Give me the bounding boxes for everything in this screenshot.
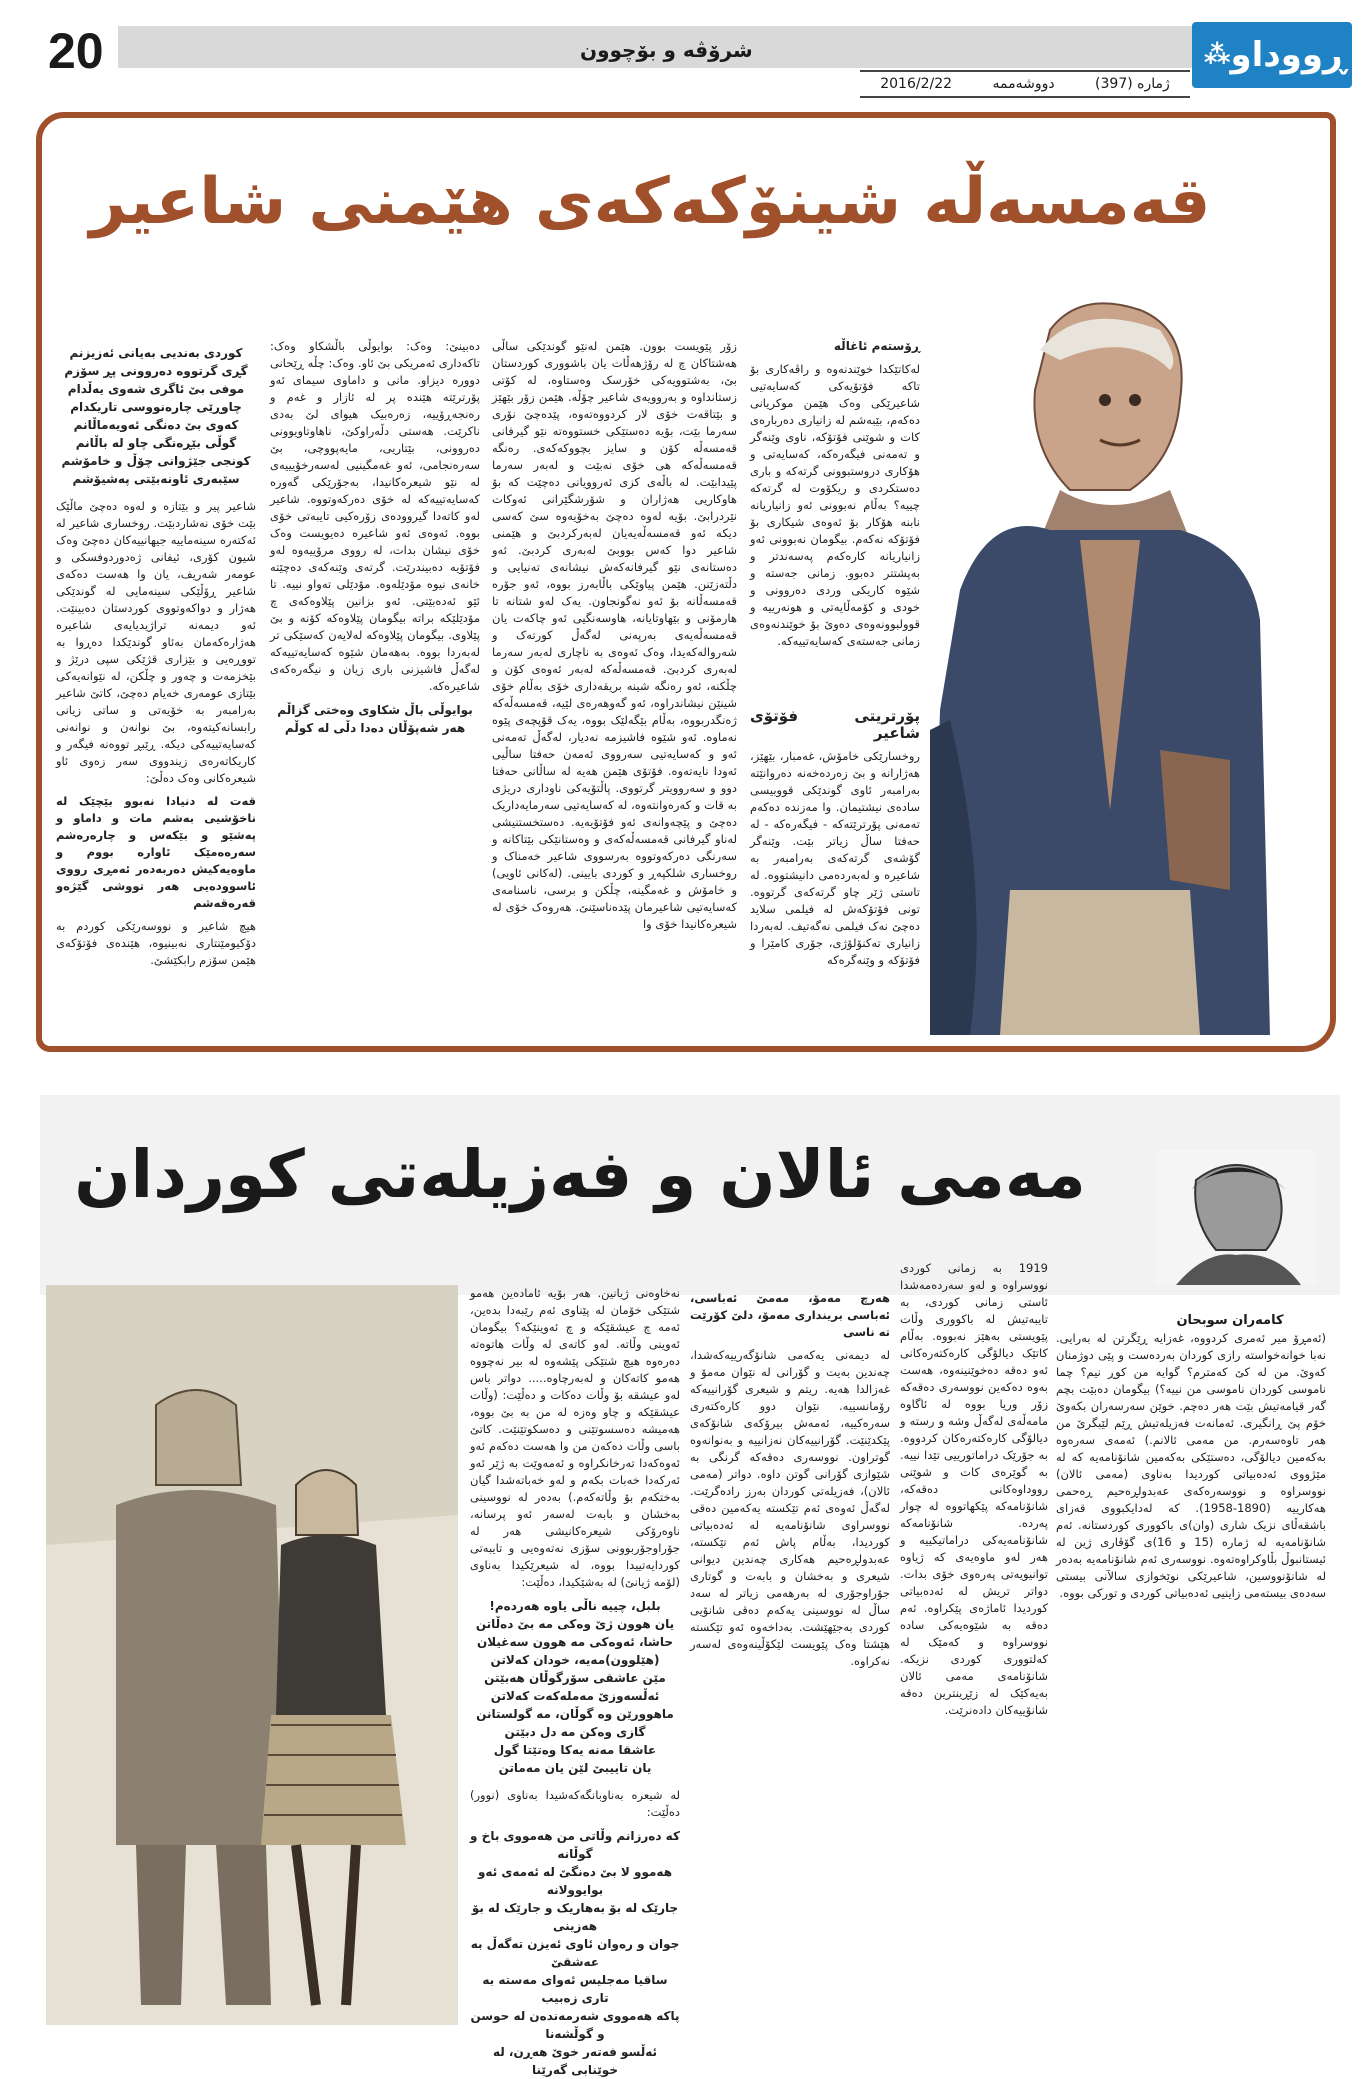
verse-line: یان هوون ژێ وەکی مە بێ دەڵاتن (475, 1617, 675, 1631)
article2-col4 (470, 1285, 680, 2077)
article2-col1-text: (ئەمڕۆ میر ئەمری کردووە، غەزایە ڕێگرتن لە بەرایی. نەبا خوانەخواستە رازی کوردان بەردەست و پێی دوژمنان کەوێ. من لە کێ کەمترم؟ گوایە من کوڕ نیم؟ چما ناموسی کوردان ناموسی من نییە؟) بیگومان دەبێت بچم گەر قیامەتیش بێت هەر دەچم. خوێن سەرسەران بکەوێ خۆم پێ ڕانگیری. ئەمانەت فەزیلەتیش ڕێم لێبگرێ من هەر تاوەسەرم. من مەمی ئالانم.) ئەمەی سەرەوە بەکەمین دیالۆگی، دەستێکی بەکەمین شانۆنامەیە کە لە مێژووی ئەدەبیاتی کوردیدا بەناوی (مەمی ئالان) نووسراوە و نووسەرەکەی عەبدولڕەحیم ڕەحمی هەکارییە (1890-1958). کە لەدایکبووی قەزای باشقەڵای نزیک شاری (وان)ی باکووری کوردستانە. ئەم شانۆنامەیە لە ژمارە (15 و 16)ی گۆڤاری ژین لە ئیستانبوڵ بڵاوکراوەتەوە. نووسەری ئەم شانۆنامەیە بەدەر لە شانۆنووسین، شاعیرێکی نوێخوازی سالآنی بیستی سەدەی بیستەمی زاینیی ئەدەبیاتی کوردی و تورکی بووە. (1056, 1331, 1326, 1600)
logo-rays-icon: ⁂ (1203, 40, 1231, 70)
article1-verse-mid (270, 701, 480, 737)
verse-line: عاشقا مەنە یەکا وەتێتا گول (493, 1743, 657, 1757)
verse-line: کوردی بەندیی بەیانی ئەزیزنم (69, 346, 243, 360)
verse-line: حاشا، ئەوەکی مە هوون سەغیلان (477, 1635, 673, 1649)
article2-col1 (1056, 1330, 1326, 2025)
article1-col-left (56, 338, 256, 1038)
article2-verse4b (470, 1827, 680, 2079)
verse-line: گازی وەکن مە دل دبێتن (504, 1725, 646, 1739)
article1-col-mid-left (270, 338, 480, 1038)
article1-col-right2 (750, 700, 920, 1040)
article1-subheading: پۆرتریتی فۆتۆی شاعیر (750, 707, 920, 742)
poet-photo (930, 290, 1270, 1035)
verse-line: کە دەرزانم وڵاتی من هەمووی باخ و گوڵانە (470, 1829, 680, 1861)
verse-line: مێن عاشقی سۆرگوڵان هەبێتن (484, 1671, 666, 1685)
verse-line: ئەڵسو فەتەر خوێ هەڕن، لە خوێنابی گەرێنا (492, 2045, 658, 2077)
rudaw-logo (1192, 22, 1352, 88)
verse-line: پاکە هەمووی شەرمەندەن لە حوسن و گوڵشەنا (470, 2009, 680, 2041)
article1-col-right-text: لەکاتێکدا خوێندنەوە و راڤەکاری بۆ تاکە فۆتۆیەکی کەسایەتیی شاعیرێکی وەک هێمن موکریانی دەکەم، بێبەشم لە زانیاری دەربارەی کات و شوێنی فۆتۆکە، ناوی وێنەگر و تەمەنی فیگەرەکە، کەسایەتی و هۆکاری دروستبوونی گرتەکە و باری دەستکردی و ریکۆوت لە گرتەکە چییە؟ بەڵام نەبوونی ئەو زانیاریانە نابنە هۆکار بۆ ئەوەی شیکاری بۆ فۆتۆکە نەکەم. بیگومان نەبوونی ئەو زانیاریانە کارەکەم پەسەندتر و بەپشتتر دەبوو. زمانی جەستە و شێوە کاریکی وردی دەروونی و خودی و کۆمەڵایەتی و هونەرییە و قوولبوونەوەی دەوێ بۆ خوێندنەوەی زمانی جەستەی کەسایەتییەکە. (750, 362, 920, 648)
article2-title: مەمی ئالان و فەزیلەتی کوردان (74, 1136, 1086, 1213)
article1-author: ڕۆستەم ئاغاڵە (833, 339, 920, 353)
verse-line: سێبەری ئاونەبێتی پەشیۆشم (72, 472, 240, 486)
verse-line: بلبل، چییە ناڵی یاوە هەردەم! (489, 1599, 661, 1613)
verse-line: چاوڕێی چارەنووسی تاریکدام (70, 400, 242, 414)
issue-date: 2016/2/22 (880, 76, 953, 92)
article2-author: کامەران سوبحان (1176, 1313, 1284, 1328)
article1-col-left-end: هیچ شاعیر و نووسەرێکی کوردم بە دۆکیومێنتاری نەبینیوە، هێندەی فۆتۆکەی هێمن سۆزم رابکێشێ. (56, 919, 256, 967)
verse-line: بوایوڵی باڵ شکاوی وەختی گزاڵم (277, 703, 473, 717)
page-header (0, 0, 1372, 98)
verse-line: ماهوورێن وە گوڵان، مە گولستانن (476, 1707, 674, 1721)
article1-verses-left (56, 344, 256, 488)
verse-line: کەوی بێ دەنگی ئەویەماڵانم (73, 418, 239, 432)
article2-col2 (900, 1260, 1048, 2025)
verse-line: موفی بێ ئاگری شەوی یەڵدام (67, 382, 245, 396)
article2-verse4 (470, 1597, 680, 1777)
issue-strip (860, 70, 1190, 98)
couple-photo (46, 1285, 458, 2025)
article1-col-right2-text: روخسارێکی خامۆش، غەمبار، بێهێز، هەژارانە و بێ زەردەخەنە دەروانێتە بەرامبەر ئاوی گوندێکی قووبیسی سادەی نیشتیمان. وا مەزندە دەکەم تەمەنی پۆرترێتەکە - فیگەرەکە - لە حەفتا ساڵ زیاتر بێت. وێنەگر گۆشەی گرتەکەی بەرامبەر بە شاعیرە و لەبەردەمی دانیشتووە. لە تاستی ژێر چاو گرتەکەی گرتووە. تونی فۆتۆکەش لە فیلمی سلاید دەچێ نەک فیلمی نەگەتیف. لەبەردا زانیاری تەکنۆلۆژی، جۆری کامێرا و فۆتۆکە و وێنەگرەکە (750, 749, 920, 967)
verse-line: هەر شەپۆڵان دەدا دڵی لە کوڵم (284, 721, 466, 735)
article2-col4b-text: لە شیعرە بەناوبانگەکەشیدا بەناوی (نوور) دەڵێت: (470, 1788, 680, 1819)
article1-col-right (750, 338, 920, 698)
verse-line: جوان و رەوان ئاوی ئەیزن تەگەڵ بە عەشقێ (470, 1937, 680, 1969)
issue-day: دووشەممە (992, 76, 1055, 92)
article2-col3-heading: هەرچ مەمۆ، مەمێ ئەباسی، ئەباسی برینداری مەمۆ، دلێ کۆرێت تە ناسی (690, 1291, 890, 1339)
section-title: شرۆڤە و بۆچوون (580, 38, 753, 62)
verse-line: کونجی جێژوانی چۆڵ و خامۆشم (61, 454, 251, 468)
verse-line: گڕی گرتووە دەروونی پڕ سۆزم (64, 364, 248, 378)
article1-col-left-text: شاعیر پیر و بێتازە و لەوە دەچێ ماڵێک بێت خۆی نەشاردبێت. روخساری شاعیر لە ئەکتەرە سینەماییە جیهانییەکان دەچێ وەک شیون کۆری، ئیفانی ژەدوردوفسکی و عومەر شەریف، یان وا هەست دەکەی شاعیر ڕۆڵێکی سینەمایی لە گوندێکی هەژار و دواکەوتووی کوردستان دەبینێت. ئەو دیمەنە تراژیدیایەی شاعیرە هەژارەکەمان بەئاو گوندێکدا دەڕوا بە تووڕەیی و بێزاری قژێکی سپی درێژ و بێخزمەت و چەور و چڵکن، لە نێوانەیەکی بێتازی عومەری خەیام دەچێ، کاتێ شاعیر بەرامبەر بە خۆیەتی و ساتی زیانی رابسانەکیتەوە، بێ نوانەن و نوانەنی کەسایەتییەکی دیکە. ڕێبڕ تووەنە فیگەر و کاریکاتەرەی زیندووی سەر زەوی ئاو شیعرەکانی وەک دەڵێ: (56, 499, 256, 785)
article2-col4-text: نەخاوەنی ژیانین. هەر بۆیە ئامادەین هەمو شتێکی خۆمان لە پێناوی ئەم رێبەدا بدەین، ئەمە چ عیشقێکە و چ ئەوینێکە؟ بیگومان ئەوینی وڵاتە. لەو کاتەی لە وڵات هاتوەتە دەرەوە هیچ شتێکی پێشەوە لە بیر نەچووە هەمو کاتەکان و لەبەرچاوە..... دواتر باس لەو عیشقە بۆ وڵات دەکات و دەڵێت: (وڵات عیشقێکە و چاو وەزە لە من بە بێ بووە، هەمیشە دەسسوتێنی و دەسکوتێنێت. کاتێ باسی وڵات دەکەن من وا هەست دەکەم ئەو ئەوەکەدا تەرخانکراوە و ئەمەوێت بە ژێر ئەو ئەرکەدا خەبات بکەم و لەو خەباتەشدا گیان بەختکەم بۆ وڵاتەکەم.) بەدەر لە نووسینی بەخشان و بابەت لەسەر ئەو پرسانە، ناوەرۆکی شیعرەکانیشی هەر لە جۆراوجۆربوونی سۆزی نەتەوەیی و تایبەتی کوردایەتییدا بووە، لە شیعرێکیدا بەناوی (لۆمە ژیانێ) لە بەشێکیدا، دەڵێت: (470, 1286, 680, 1589)
verse-line: یان تاییبێ لێن یان مەماتن (498, 1761, 652, 1775)
logo-text: ڕووداو (1230, 35, 1347, 75)
verse-line: (هێلوون)مەیە، خودان کەلاتن (490, 1653, 660, 1667)
verse-line: ئەڵسەوزێ مەملەکەت کەلاتن (490, 1689, 660, 1703)
verse-line: گوڵی بێڕەنگی چاو لە باڵانم (75, 436, 237, 450)
author-photo (1156, 1150, 1316, 1285)
verse-line: جارێک لە بۆ بەهاریک و جارێک لە بۆ هەزینی (471, 1901, 679, 1933)
article1-col-mid-left-text: دەبینێ: وەک: بوایوڵی باڵشکاو وەک: تاکەداری ئەمریکی بێ ئاو. وەک: چڵە ڕێحانی دووره دیزاو. مانی و داماوی سیمای ئەو پۆرترێتە هێندە پر لە ئازار و غەم و رەنجەڕۆییە، زەرەبیک هیوای لێ بەدی ناکرێت. هەستی دڵەراوکێ، ناهاوتاویوونی دەروونی، بێتاریی، مایەپووچی، بێ سەرەنجامی، ئەو غەمگینیی لەسەرخۆیییەی لە نێو شیعرەکانیدا، بەجۆرێکی گەورە کەسایەتییەکە لە خۆی دەرکەوتووە. شاعیر لەو کاتەدا گیروودەی زۆرەکیی تایبەتی خۆی بووە. ئەوەی ئەو شاعیرە دەیویست وەک خۆی نیشان بدات، لە رووی مرۆییەوە لەو فۆتۆیە دەبیندرێت. گرتەی وێنەکەی دەچێتە خانەی نیوە مۆدێلەوە. مۆدێلی تەواو نییە. تا ئێو ئەدەبێتی. ئەو بزانین پێلاوەکەی چ مۆدێلێکە براتە بیگومان پێلاوەکە کۆنە و بێ پێلاوی. بیگومان پێلاوەکە لەلایەن کەسێکی تر لەبەردا بووە. بەهەمان شێوە کەسایەتییەکە لەگەڵ فاشیزنی باری زیان و نیگەرەکەی شاعیرەکە. (270, 339, 480, 693)
page-number: 20 (48, 23, 104, 79)
article1-col-mid-right (492, 338, 737, 1038)
article1-title: قەمسەڵە شینۆکەکەی هێمنی شاعیر (89, 165, 1211, 239)
verse-line: ساقیا مەجلیس ئەوای مەستە بە تاری زەبیب (482, 1973, 668, 2005)
article2-col3-text: لە دیمەنی یەکەمی شانۆگەرییەکەشدا، چەندین بەیت و گۆرانی لە نێوان مەمۆ و غەزالدا هەیە. ریتم و شیعری گۆرانییەکە رۆمانسییە. نێوان دوو کارەکتەری سەرەکییە، ئەمەش بیرۆکەی شانۆکەی پێکدێنێت. گۆرانییەکان نەزانییە و بەنوانەوە گوتراون. نووسەری دەقەکە گرنگی بە شێوازی گۆرانی گوتن داوە. دواتر (مەمی ئالان)، فەزیلەتی کوردان بەرز رادەگرێت. لەگەڵ ئەوەی ئەم تێکستە یەکەمین دەقی نووسراوی شانۆنامەیە لە ئەدەبیاتی کوردیدا، بەڵام پاش ئەم تێکستە، عەبدولڕەحیم هەکاری چەندین دیوانی شیعری و بەخشان و بابەت و گوتاری جۆراوجۆری لە بەرهەمی زیاتر لە سەد ساڵ لە نووسینی یەکەم دەقی شانۆیی کوردی بەجێهێشت. بەداخەوە ئەو تێکستە هێشتا وەک پێویست لێکۆڵینەوەی لەسەر نەکراوە. (690, 1348, 890, 1668)
issue-number: ژمارە (397) (1095, 76, 1170, 92)
article2-col3 (690, 1290, 890, 2025)
article2-col2-text: 1919 بە زمانی کوردی نووسراوە و لەو سەردەمەشدا ئاستی زمانی کوردی، به تایبەتیش لە باکووری وڵات پێویستی بەهێز نەبووە. بەڵام کاتێک دیالۆگی کارەکتەرەکانی ئەو دەقە دەخوێنینەوە، هەست بەوە دەکەین نووسەری دەقەکە زۆر وریا بووە لە ئاگاوە مامەڵەی لەگەڵ وشە و رستە و دیالۆگی کارەکتەرەکان کردووە. بە جۆرێک دراماتورییی تێدا نییە. بە گوێرەی کات و شوێنی رووداوەکانی دەقەکە، شانۆنامەکە پێکهاتووە لە چوار پەردە. شانۆنامەکە شانۆنامەیەکی دراماتیکییە و هەر لەو ماوەیەی کە ژیاوە توانیویەتی پەرەوی خۆی بدات. دواتر تریش لە ئەدەبیاتی کوردیدا ئاماژەی پێکراوە. ئەم دەقە بە شێوەیەکی سادە نووسراوە و کەمێک لە کەلتووری کوردی نزیکە. شانۆنامەی مەمی ئالان بەیەکێک لە زێڕینترین دەقە شانۆییەکان دادەنرێت. (900, 1261, 1048, 1717)
article1-verse-left-end: قەت لە دنیادا نەبوو بێچێک لە ناخۆشیی بەشم مات و داماو و پەشێو و بێکەس و چارەرەشم سەرەەمێک ئاوارە بووم و ماوەیەکیش دەربەدەر ئەمڕی رووی ئاسوودەیی هەر تووشی گێژەو قەرەقەشم (56, 794, 256, 910)
article1-col-mid-right-text: زۆر پێویست بوون. هێمن لەنێو گوندێکی ساڵی هەشتاکان چ لە رۆژهەڵات یان باشووری کوردستان بێ، بەشتوویەکی خۆرسک وەستاوە، لە کۆتی زستانداوە و بەروویەی شاعیر چۆڵە. هێمن زۆر بێهێز و بێتاقەت خۆی لار کردووەتەوە، پێدەچێ نۆری سەرما بێت، بۆیە دەستێکی خستووەتە نێو گیرفانی قەمسەڵە کۆن و سایز بچووکەکەی. رەنگە قەمسەڵەکە هی خۆی نەبێت و لەبەر سەرما پێیدابێت. لە باڵەی کزی ئەروویانی دەچێت کە بۆ هاوکاریی هەژاران و شۆرشگێرانی ئەوکات نێردرابێ. بۆیە لەوە دەچێ بەخۆیەوە سێ کەسی دیکە ئەو قەمسەڵەیەیان لەبەرکردبێ و هێمنی شاعیر دوا کەس بووبێ لەبەری کردبێ. ئەو دەستانەی نێو گیرفانەکەش نیشانەی تەنیایی و دڵتەزێنن. هێمن پیاوێکی باڵابەرز بووە، ئەو جۆرە قەمسەڵانە بۆ ئەو نەگونجاون. یەک لەو شتانە تا هارمۆنی و بێهاوتایانە، هاوسەنگیی ئەو چاکەت یان قەمسەڵەیەی بەرپەنی لەگەڵ کورتەک و شەروالەکەیدا، وەک ئەوەی بە ناچاری لەبەر سەرما لەبەری کردبێ. قەمسەڵەکە لەبەر ئەوەی کۆن و چڵکنە، ئەو رەنگە شینە بریقەداری خۆی بەڵام خۆی شینێن نیشاندراوە، ئەو گەوهەرەی لێیە، قەمسەڵەکە ژەنگدربووە، بەڵام بێگەلێک بووە، یەک قۆپچەی پێوە نەماوە. ئەو شێوە فاشیزمە نەدیار، لەگەڵ تەمەنی ئەو و کەسایەتیی سەرووی ئەمەن حەفتا ساڵیی ئەودا نایەتەوە. فۆتۆی هێمن هەیە لە ساڵانی حەفتا دوو و سەروویتر گرتووی. پاڵتۆیەکی ناوداری دریژی بە قات و کەرەوانتەوە، لە کەسایەتیی سەرمایەداریک دەچێ و پێچەوانەی ئەو فۆتۆیەیە. دەستخستنیشی لەناو گیرفانی قەمسەڵەکەی و وەستانێکی بێتاکانە و سەرنگی دەرکەوتووە بەرسووی شاعیر خەمناک و روخساری شلکپەڕ و کوردی بایینی. (لەکانی ئاویی) و خامۆش و غەمگینە، چڵکن و برسی، ناسنامەی کەسایەتیی شاعیرمان پێدەناسێنێ. هەروەک خۆی لە شیعرەکانیدا خۆی وا (492, 339, 737, 931)
verse-line: هەموو لا بێ دەنگێ لە ئەمەی ئەو بوایوولانە (477, 1865, 673, 1897)
